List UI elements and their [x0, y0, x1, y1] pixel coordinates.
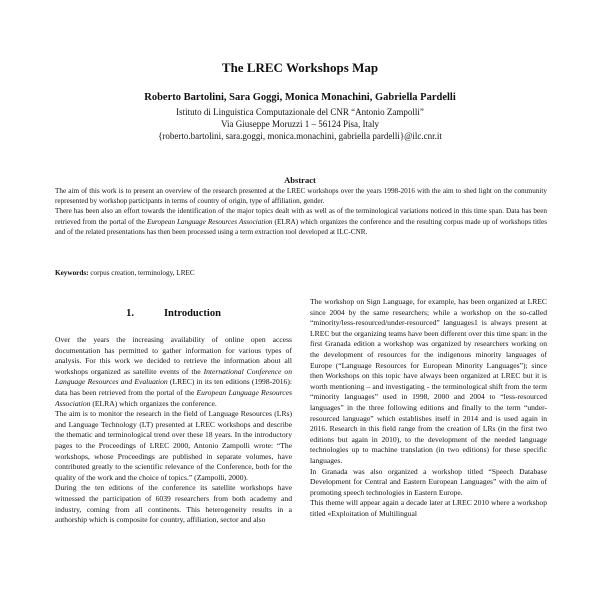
paper-title: The LREC Workshops Map: [221, 60, 379, 75]
right-paragraph-2: In Granada was also organized a workshop titled “Speech Database Development for Central and Eastern European Languages” with the aim of promoting speech technologies in Eastern Europe.: [310, 466, 547, 497]
right-paragraph-1: The workshop on Sign Language, for example, has been organized at LREC since 2004 by the same researchers; while a workshop on the so-called “minority/less-resourced/under-resourced” languages1 is always present at LREC but the organizing teams have been different over this time span: in the first Granada edition a workshop was organized by researchers working on the development of resources for the indigenous minority languages of Europe (“Language Resources for European Minority Languages”); since then Workshops on this topic have always been organized at LREC but it is worth mentioning – and investigating - the terminological shift from the term “minority languages” used in 1998, 2000 and 2004 to “less-resourced languages” in the three following editions and finally to the term “under-resourced language” which establishes itself in 2014 and is used again in 2016. Research in this field range from the creation of LRs (in the first two editions but again in 2010), to the development of the needed language technologies up to machine translation (in two editions) for these specific languages.: [310, 297, 547, 465]
affiliation-address: Via Giuseppe Moruzzi 1 – 56124 Pisa, Italy: [221, 119, 379, 129]
section-number: 1.: [126, 309, 134, 319]
right-column: [310, 297, 547, 600]
section-title: Introduction: [163, 309, 221, 319]
author-list: Roberto Bartolini, Sara Goggi, Monica Monachini, Gabriella Pardelli: [144, 92, 456, 103]
section-heading: [55, 309, 292, 321]
abstract-heading: Abstract: [284, 175, 316, 185]
intro-paragraph-3: During the ten editions of the conference its satellite workshops have witnessed the participation of 6039 researchers from both academy and industry, coming from all continents. This heterogeneity results in a authorship which is composite for country, affiliation, sector and also: [55, 483, 292, 525]
affiliation-block: [0, 106, 600, 142]
right-paragraph-3: This theme will appear again a decade later at LREC 2010 where a workshop titled «Exploitation of Multilingual: [310, 498, 547, 518]
intro-paragraph-2: The aim is to monitor the research in the field of Language Resources (LRs) and Language Technology (LT) presented at LREC workshops and describe the thematic and terminological trend over these 18 years. In the introductory pages to the Proceedings of LREC 2000, Antonio Zampolli wrote: “The workshops, whose Proceedings are published in separate volumes, have contributed greatly to the scientific relevance of the Conference, both for the quality of the work and the choice of topics.” (Zampolli, 2000).: [55, 409, 292, 482]
keywords-line: [55, 268, 547, 278]
abstract-paragraph-1: The aim of this work is to present an overview of the research presented at the LREC workshops over the years 1998-2016 with the aim to shed light on the community represented by workshop participants in terms of country of origin, type of affiliation, gender.: [55, 187, 547, 206]
keywords-text: corpus creation, terminology, LREC: [88, 269, 195, 277]
abstract-text: [55, 186, 547, 237]
abstract-paragraph-2: There has been also an effort towards the identification of the major topics dealt with as well as of the terminological variations noticed in this time span. Data has been retrieved from the portal of the European Language Resources Association (ELRA) which organizes the conference and the resulting corpus made up of workshops titles and of the related presentations has then been processed using a term extraction tool developed at ILC-CNR.: [55, 207, 547, 236]
keywords-label: Keywords:: [55, 269, 89, 277]
affiliation-institute: Istituto di Linguistica Computazionale del CNR “Antonio Zampolli”: [176, 107, 424, 117]
intro-paragraph-1: Over the years the increasing availability of online open access documentation has permitted to gather information for various types of analysis. For this work we decided to retrieve the information about all workshops organized as satellite events of the International Conference on Language Resources and Evaluation (LREC) in its ten editions (1998-2016): data has been retrieved from the portal of the European Language Resources Association (ELRA) which organizes the conference.: [55, 335, 292, 408]
affiliation-emails: {roberto.bartolini, sara.goggi, monica.monachini, gabriella pardelli}@ilc.cnr.it: [158, 131, 442, 141]
left-column: [55, 309, 292, 600]
